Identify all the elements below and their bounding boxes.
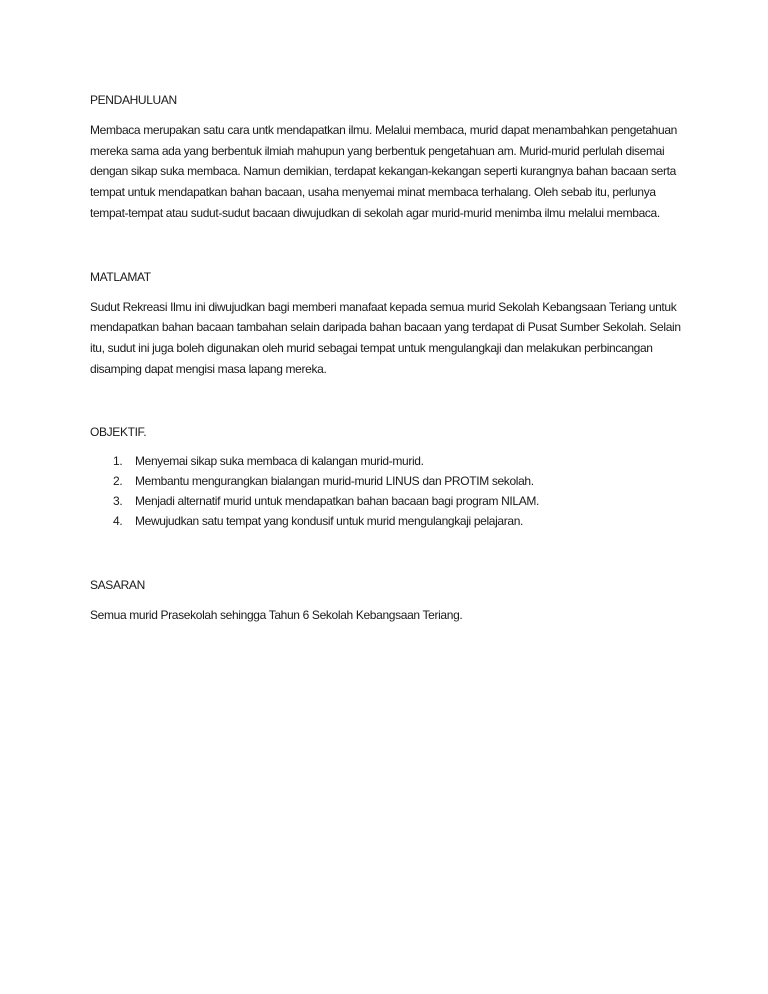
paragraph-matlamat: Sudut Rekreasi Ilmu ini diwujudkan bagi memberi manafaat kepada semua murid Sekolah Kebangsaan Teriang untuk mendapatkan bahan bacaan tambahan selain daripada bahan bacaan yang terdapat di Pusat Sumber Sekolah. Selain itu, sudut ini juga boleh digunakan oleh murid sebagai tempat untuk mengulangkaji dan melakukan perbincangan disamping dapat mengisi masa lapang mereka. xyxy=(90,299,681,376)
list-item xyxy=(90,471,690,491)
list-item-number: 2. xyxy=(113,474,123,489)
heading-matlamat: MATLAMAT xyxy=(90,269,151,284)
list-item xyxy=(90,451,690,471)
list-item-number: 1. xyxy=(113,454,123,469)
section-pendahuluan xyxy=(90,90,690,224)
heading-pendahuluan: PENDAHULUAN xyxy=(90,93,177,107)
paragraph-pendahuluan: Membaca merupakan satu cara untk mendapatkan ilmu. Melalui membaca, murid dapat menambahkan pengetahuan mereka sama ada yang berbentuk ilmiah mahupun yang berbentuk pengetahuan am. Murid-murid perlulah disemai dengan sikap suka membaca. Namun demikian, terdapat kekangan-kekangan seperti kurangnya bahan bacaan serta tempat untuk mendapatkan bahan bacaan, usaha menyemai minat membaca terhalang. Oleh sebab itu, perlunya tempat-tempat atau sudut-sudut bacaan diwujudkan di sekolah agar murid-murid menimba ilmu melalui membaca. xyxy=(90,123,677,220)
list-item-text: Menyemai sikap suka membaca di kalangan murid-murid. xyxy=(135,454,424,469)
list-item-number: 4. xyxy=(113,514,123,529)
section-sasaran xyxy=(90,575,690,626)
document-content xyxy=(90,90,690,626)
heading-objektif: OBJEKTIF. xyxy=(90,425,147,440)
objectives-list xyxy=(90,451,690,531)
list-item-text: Mewujudkan satu tempat yang kondusif untuk murid mengulangkaji pelajaran. xyxy=(135,514,524,529)
section-objektif xyxy=(90,422,690,531)
list-item-text: Menjadi alternatif murid untuk mendapatkan bahan bacaan bagi program NILAM. xyxy=(135,494,540,509)
section-matlamat xyxy=(90,267,690,380)
list-item-number: 3. xyxy=(113,494,123,509)
list-item xyxy=(90,511,690,531)
list-item-text: Membantu mengurangkan bialangan murid-murid LINUS dan PROTIM sekolah. xyxy=(135,474,534,489)
heading-sasaran: SASARAN xyxy=(90,578,145,593)
list-item xyxy=(90,491,690,511)
paragraph-sasaran: Semua murid Prasekolah sehingga Tahun 6 Sekolah Kebangsaan Teriang. xyxy=(90,608,463,623)
